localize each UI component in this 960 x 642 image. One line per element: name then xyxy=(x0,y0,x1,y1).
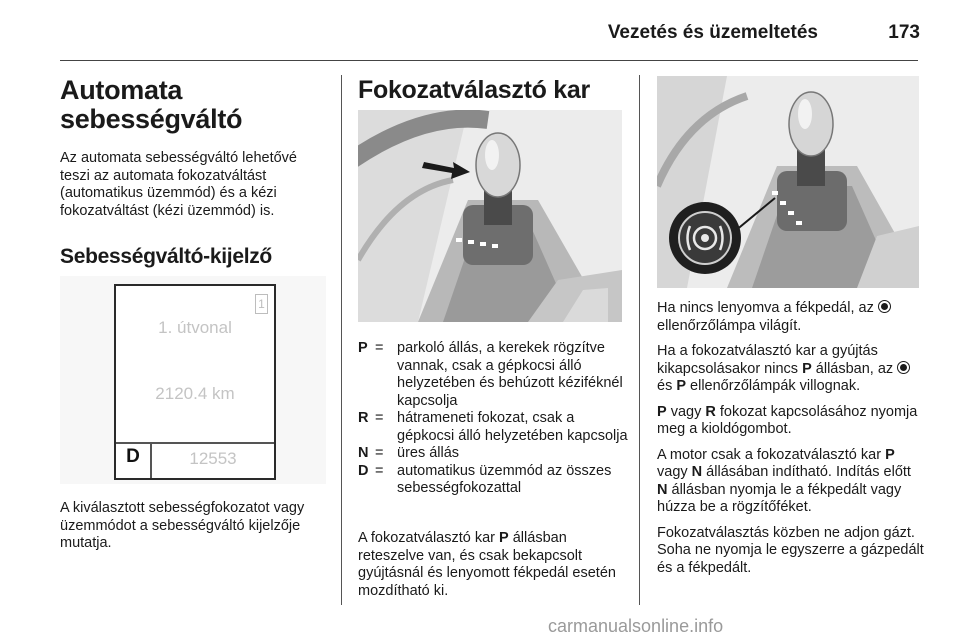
header-rule xyxy=(60,60,918,61)
brake-warning-lamp-icon xyxy=(669,202,741,274)
gear-letter: P xyxy=(885,446,895,463)
definition-term: R xyxy=(358,410,369,426)
gear-letter: P xyxy=(657,403,667,420)
definition-description: parkoló állás, a kerekek rögzítve vannak, csak a gépkocsi álló helyzetében és behúzott kéziféknél kapcsolja xyxy=(397,340,623,409)
text-run: A motor csak a fokozatválasztó kar xyxy=(657,446,886,463)
section-heading xyxy=(60,76,330,134)
throttle-warning-paragraph: Fokozatválasztás közben ne adjon gázt. Soha ne nyomja le egyszerre a gázpedált és a fékpedált. xyxy=(657,524,924,576)
text-run: ellenőrzőlámpák villognak. xyxy=(686,378,861,394)
lever-lock-paragraph xyxy=(358,530,630,600)
control-indicator-icon xyxy=(878,300,891,313)
brake-pedal-paragraph xyxy=(657,300,925,335)
left-column xyxy=(60,76,330,269)
text-run: A fokozatválasztó kar xyxy=(358,530,500,546)
intro-paragraph: Az automata sebességváltó lehetővé teszi az automata fokozatváltást (automatikus üzemmód) és a kézi fokozatváltást (kézi üzemmód) is. xyxy=(60,150,297,219)
definition-description: hátrameneti fokozat, csak a gépkocsi álló helyzetében kapcsolja xyxy=(397,410,628,444)
definition-separator: = xyxy=(375,445,384,461)
text-run: Ha nincs lenyomva a fékpedál, az xyxy=(657,300,878,316)
running-header-title: Vezetés és üzemeltetés xyxy=(607,22,818,43)
right-column-text xyxy=(657,300,925,577)
control-indicator-icon xyxy=(897,361,910,374)
gear-letter: N xyxy=(657,481,668,498)
text-run: és xyxy=(657,378,677,394)
definition-term: N xyxy=(358,445,369,461)
site-watermark: carmanualsonline.info xyxy=(548,616,724,636)
subsection-heading: Sebességváltó-kijelző xyxy=(60,245,272,268)
definition-p xyxy=(358,340,630,410)
trip-label: 1. útvonal xyxy=(158,318,232,337)
display-caption: A kiválasztott sebességfokozatot vagy üzemmódot a sebességváltó kijelzője mutatja. xyxy=(60,500,305,551)
ignition-off-paragraph xyxy=(657,343,925,396)
display-frame xyxy=(114,284,276,480)
gear-letter: P xyxy=(499,530,509,546)
selector-lever-photo xyxy=(358,110,622,322)
page-number: 173 xyxy=(888,22,920,43)
gear-letter: P xyxy=(802,360,812,377)
definition-term: D xyxy=(358,462,369,479)
selected-gear: D xyxy=(126,446,140,467)
definition-r xyxy=(358,410,630,445)
text-run: állásában indítható. Indítás előtt xyxy=(702,464,911,480)
gear-definitions xyxy=(358,340,630,498)
text-run: vagy xyxy=(666,403,706,420)
text-run: állásban, az xyxy=(811,360,898,377)
definition-d xyxy=(358,463,630,498)
odometer-value: 12553 xyxy=(189,449,237,468)
text-run: vagy xyxy=(657,464,692,480)
definition-description: automatikus üzemmód az összes sebességfokozattal xyxy=(397,462,612,496)
release-button-paragraph xyxy=(657,404,925,439)
engine-start-paragraph xyxy=(657,447,925,517)
definition-separator: = xyxy=(375,462,384,479)
trip-distance: 2120.4 km xyxy=(155,384,235,403)
definition-separator: = xyxy=(375,340,384,356)
heading-line-1: Automata xyxy=(60,75,183,105)
selector-lever-heading: Fokozatválasztó kar xyxy=(358,76,590,104)
gear-letter: N xyxy=(691,464,703,480)
definition-separator: = xyxy=(375,410,384,426)
definition-term: P xyxy=(358,340,368,356)
text-run: Ha a fokozatválasztó kar a gyújtás kikapcsolásakor nincs xyxy=(657,343,878,377)
transmission-display-illustration xyxy=(60,276,326,484)
text-run: állásban nyomja le a fékpedált vagy húzza be a rögzítőféket. xyxy=(657,481,902,515)
corner-indicator-icon: 1 xyxy=(255,294,268,314)
column-divider-right xyxy=(639,75,640,605)
column-divider-left xyxy=(341,75,342,605)
selector-warning-photo xyxy=(657,76,919,288)
definition-description: üres állás xyxy=(397,445,460,461)
gear-letter: R xyxy=(705,403,716,420)
definition-n xyxy=(358,445,630,463)
text-run: ellenőrzőlámpa világít. xyxy=(657,317,802,334)
gear-letter: P xyxy=(676,378,687,394)
heading-line-2: sebességváltó xyxy=(60,104,243,134)
display-bottom-divider xyxy=(116,442,274,444)
text-run: fokozat kapcsolásához nyomja meg a kioldógombot. xyxy=(657,403,918,437)
text-run: állásban reteszelve van, és csak bekapcsolt gyújtásnál és lenyomott fékpedál esetén mozdítható ki. xyxy=(358,530,616,599)
